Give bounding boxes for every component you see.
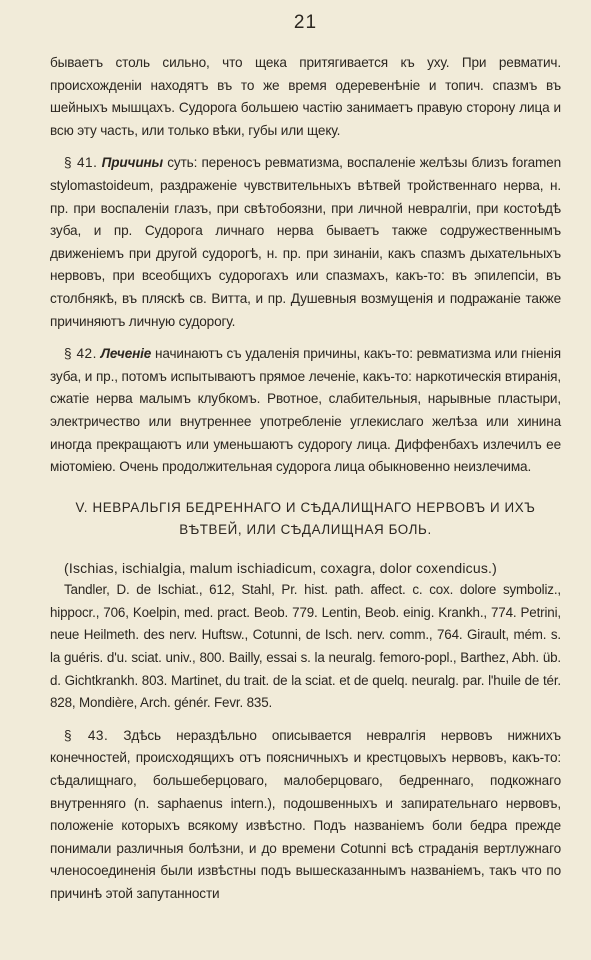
section-43 — [50, 725, 561, 906]
section-term: Леченіе — [100, 346, 152, 362]
chapter-heading — [50, 497, 561, 541]
section-number: § 43. — [64, 727, 109, 743]
chapter-heading-line-2: ВѢТВЕЙ, ИЛИ СѢДАЛИЩНАЯ БОЛЬ. — [179, 521, 432, 537]
bibliography: Tandler, D. de Ischiat., 612, Stahl, Pr. hist. path. affect. c. cox. dolore symboliz., hippocr., 706, Koelpin, med. pract. Beob. 779. Lentin, Beob. einig. Krankh., 774. Petrini, neue Heilmeth. des nerv. Huftsw., Cotunni, de Isch. nerv. comm., 764. Girault, mém. s. la guéris. d'u. sciat. univ., 800. Bailly, essai s. la neuralg. femoro-popl., Barthez, Abh. üb. d. Gichtkrankh. 803. Martinet, du trait. de la sciat. et de quelq. neuralg. par. l'huile de tér. 828, Mondière, Arch. génér. Fevr. 835. — [50, 582, 561, 711]
section-number: § 42. — [64, 346, 97, 362]
section-number: § 41. — [64, 155, 98, 171]
section-41 — [50, 152, 561, 333]
section-text: начинаютъ съ удаленія причины, какъ-то: ревматизма или гніенія зуба, и пр., потомъ испытываютъ прямое леченіе, какъ-то: наркотическія втиранія, сжатіе нерва малымъ клубкомъ. Рвотное, слабительныя, нарывные пластыри, электричество или внутреннее употребленіе углекислаго желѣза или хинина иногда прекращаютъ или уменьшаютъ судорогу лица. Диффенбахъ излечилъ ее міотоміею. Очень продолжительная судорога лица обыкновенно неизлечима. — [50, 346, 561, 475]
chapter-heading-line-1: V. НЕВРАЛЬГІЯ БЕДРЕННАГО И СѢДАЛИЩНАГО НЕРВОВЪ И ИХЪ — [75, 499, 536, 515]
latin-synonyms: (Ischias, ischialgia, malum ischiadicum, coxagra, dolor coxendicus.) — [64, 559, 497, 576]
section-text: Здѣсь нераздѣльно описывается невралгія нервовъ нижнихъ конечностей, происходящихъ отъ поясничныхъ и крестцовыхъ нервовъ, какъ-то: сѣдалищнаго, большеберцоваго, малоберцоваго, бедреннаго, подкожнаго внутренняго (n. saphaenus intern.), подошвенныхъ и запирательнаго нервовъ, положеніе которыхъ всякому извѣстно. Подъ названіемъ боли бедра прежде понимали различныя болѣзни, и до времени Cotunni всѣ страданія вертлужнаго членосоединенія были извѣстны подъ вышесказаннымъ названіемъ, такъ что по причинѣ этой запутанности — [50, 727, 561, 901]
section-42 — [50, 343, 561, 479]
section-term: Причины — [101, 155, 164, 171]
page-number: 21 — [293, 12, 318, 33]
section-text: суть: переносъ ревматизма, воспаленіе желѣзы близъ foramen stylomastoideum, раздраженіе чувствительныхъ вѣтвей тройственнаго нерва, н. пр. при воспаленіи глазъ, при свѣтобоязни, при личной невралгіи, при костоѣдѣ зуба, и пр. Судорога личнаго нерва бываетъ также содружественнымъ движеніемъ при другой судорогѣ, н. пр. при зинаніи, какъ спазмъ дыхательныхъ нервовъ, при всеобщихъ судорогахъ или спазмахъ, какъ-то: въ эпилепсіи, въ столбнякѣ, въ пляскѣ св. Витта, и пр. Душевныя возмущенія и подражаніе также причиняютъ личную судорогу. — [50, 155, 561, 329]
paragraph-intro: бываетъ столь сильно, что щека притягивается къ уху. При ревматич. происхожденіи находятъ въ то же время одеревенѣніе и топич. спазмъ въ шейныхъ мышцахъ. Судорога большею частію занимаетъ правую сторону лица и всю эту часть, или только вѣки, губы или щеку. — [50, 55, 561, 138]
